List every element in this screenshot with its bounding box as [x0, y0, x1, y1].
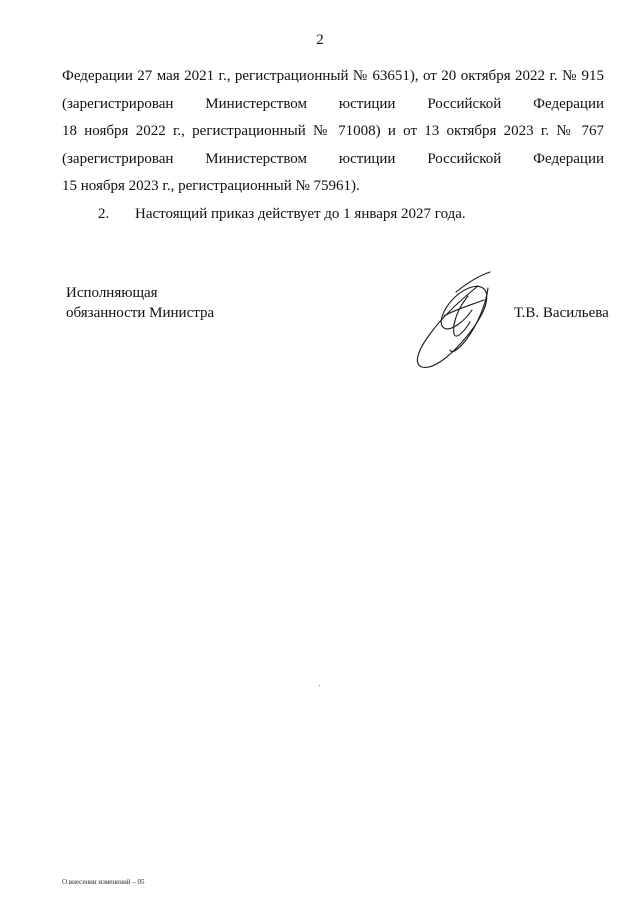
paragraph-line: (зарегистрирован Министерством юстиции Российской Федерации — [62, 95, 604, 112]
paragraph-line: Федерации 27 мая 2021 г., регистрационный № 63651), от 20 октября 2022 г. № 915 — [62, 68, 604, 84]
paragraph-line: 15 ноября 2023 г., регистрационный № 75961). — [62, 178, 360, 194]
clause-number: 2. — [98, 205, 110, 222]
paragraph-line: (зарегистрирован Министерством юстиции Российской Федерации — [62, 150, 604, 167]
clause-2 — [62, 201, 604, 229]
handwritten-signature — [408, 268, 498, 370]
document-body — [62, 63, 604, 228]
page-number: 2 — [316, 32, 324, 48]
signatory-title-line2: обязанности Министра — [66, 305, 215, 321]
signatory-title-line1: Исполняющая — [66, 285, 158, 301]
paragraph-line: 18 ноября 2022 г., регистрационный № 71008) и от 13 октября 2023 г. № 767 — [62, 123, 604, 139]
scan-speck — [319, 685, 320, 686]
signatory-name: Т.В. Васильева — [514, 305, 609, 321]
signatory-title — [66, 283, 214, 323]
footer-note: О внесении изменений – 05 — [62, 878, 145, 886]
clause-text: Настоящий приказ действует до 1 января 2027 года. — [135, 205, 466, 222]
